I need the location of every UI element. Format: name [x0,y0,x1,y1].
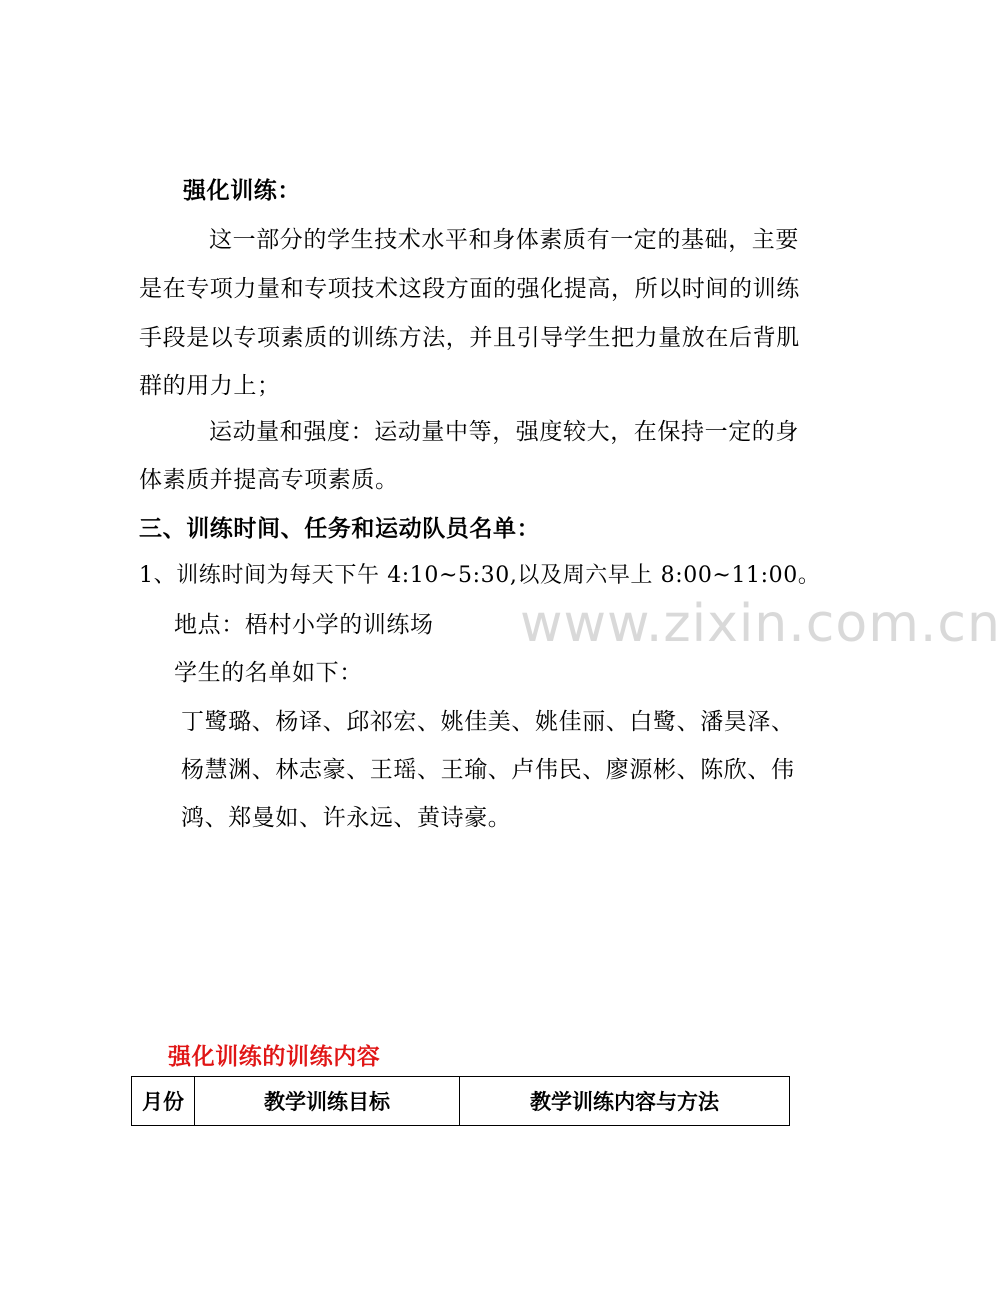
header-month: 月份 [132,1077,195,1126]
roster-line: 丁鹭璐、杨译、邱祁宏、姚佳美、姚佳丽、白鹭、潘昊泽、 [181,709,795,735]
section-heading-three: 三、训练时间、任务和运动队员名单： [139,515,541,542]
watermark: www.zixin.com.cn [520,594,1001,654]
header-teaching-goal: 教学训练目标 [195,1077,460,1126]
training-location: 地点：梧村小学的训练场 [174,612,434,638]
paragraph-line: 运动量和强度：运动量中等，强度较大，在保持一定的身 [209,419,799,445]
header-teaching-content-method: 教学训练内容与方法 [460,1077,790,1126]
paragraph-line: 这一部分的学生技术水平和身体素质有一定的基础，主要 [209,227,799,253]
section-heading-intensive-training: 强化训练： [183,177,301,204]
paragraph-line: 是在专项力量和专项技术这段方面的强化提高，所以时间的训练 [139,276,800,302]
paragraph-line: 体素质并提高专项素质。 [139,467,399,493]
training-time-item: 1、训练时间为每天下午 4:10~5:30,以及周六早上 8:00~11:00。 [139,563,821,588]
training-content-table [131,1076,790,1126]
roster-line: 杨慧渊、林志豪、王瑶、王瑜、卢伟民、廖源彬、陈欣、伟 [181,757,795,783]
roster-intro: 学生的名单如下： [174,660,363,686]
table-title: 强化训练的训练内容 [168,1043,381,1070]
paragraph-line: 手段是以专项素质的训练方法，并且引导学生把力量放在后背肌 [139,325,800,351]
paragraph-line: 群的用力上； [139,373,281,399]
table-header-row [132,1077,790,1126]
roster-line: 鸿、郑曼如、许永远、黄诗豪。 [181,805,512,831]
